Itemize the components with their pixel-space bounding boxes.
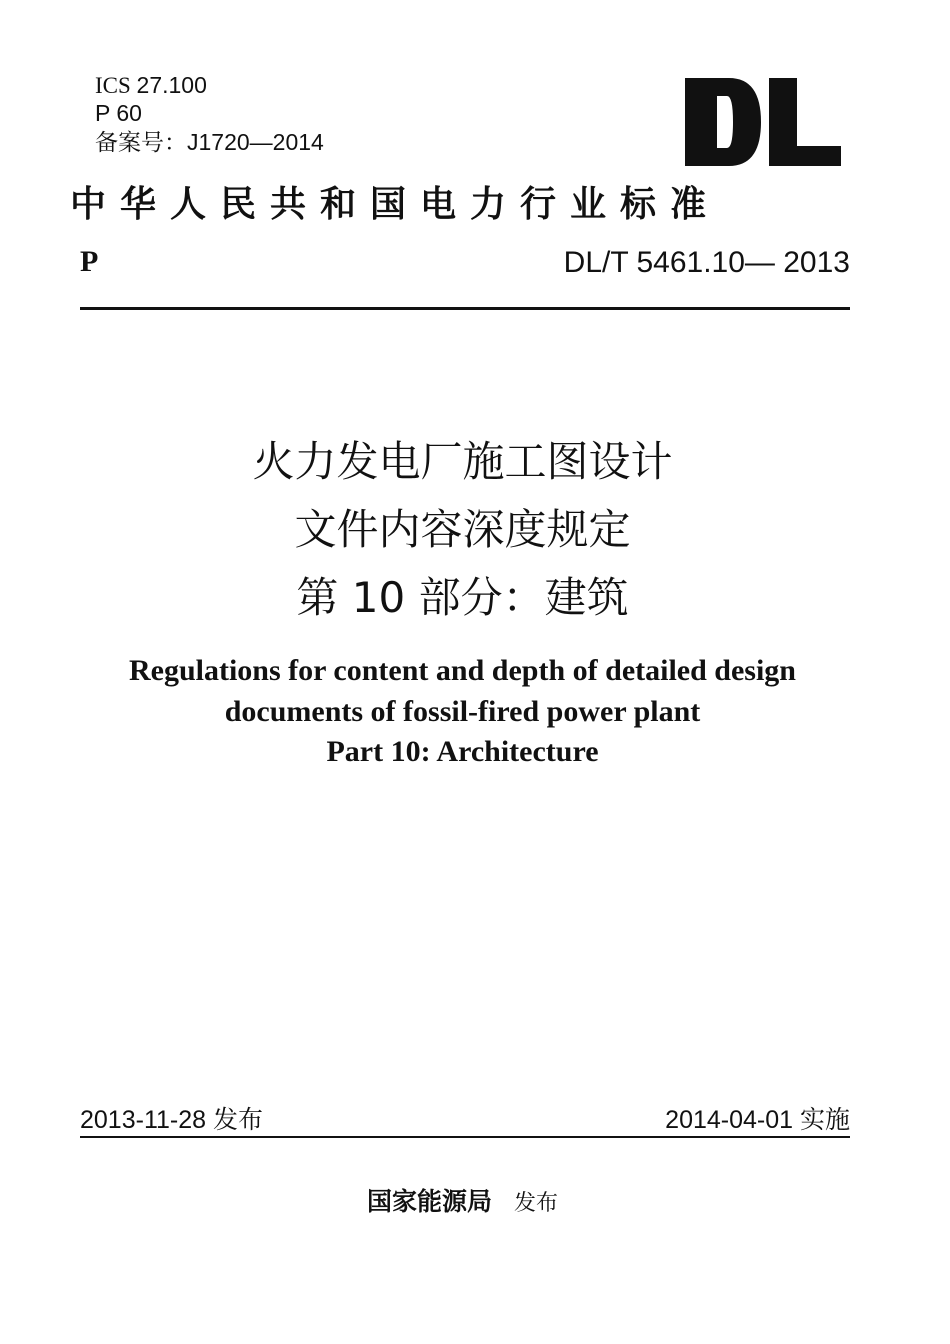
logo-letter-d [685, 78, 761, 166]
record-number-text: J1720—2014 [187, 129, 324, 155]
classification-code-text: P 60 [95, 100, 142, 126]
logo-letter-l [769, 78, 841, 166]
chinese-title-line-2: 文件内容深度规定 [294, 505, 631, 554]
footer-divider [80, 1136, 850, 1138]
classification-code [95, 100, 142, 127]
dl-logo [683, 78, 843, 166]
record-label: 备案号： [95, 129, 187, 155]
national-standard-title: 中华人民共和国电力行业标准 [70, 183, 721, 225]
ics-number: 27.100 [136, 72, 207, 98]
standard-number: DL/T 5461.10— 2013 [563, 246, 850, 279]
implementation-date: 2014-04-01 实施 [665, 1106, 850, 1134]
chinese-title-line-3: 第 10 部分：建筑 [296, 573, 629, 622]
issue-date: 2013-11-28 发布 [80, 1106, 263, 1134]
header-divider [80, 307, 850, 310]
english-title-line-1: Regulations for content and depth of detailed design [128, 654, 796, 687]
publisher [0, 1182, 925, 1218]
category-letter: P [80, 245, 99, 278]
english-title-line-2: documents of fossil-fired power plant [224, 695, 701, 728]
publisher-action: 发布 [514, 1191, 559, 1216]
english-title-line-3: Part 10: Architecture [326, 735, 599, 768]
record-number [95, 129, 324, 156]
ics-label: ICS [95, 73, 131, 98]
ics-code [95, 72, 207, 99]
publisher-name: 国家能源局 [366, 1187, 492, 1216]
chinese-title-line-1: 火力发电厂施工图设计 [252, 437, 673, 486]
